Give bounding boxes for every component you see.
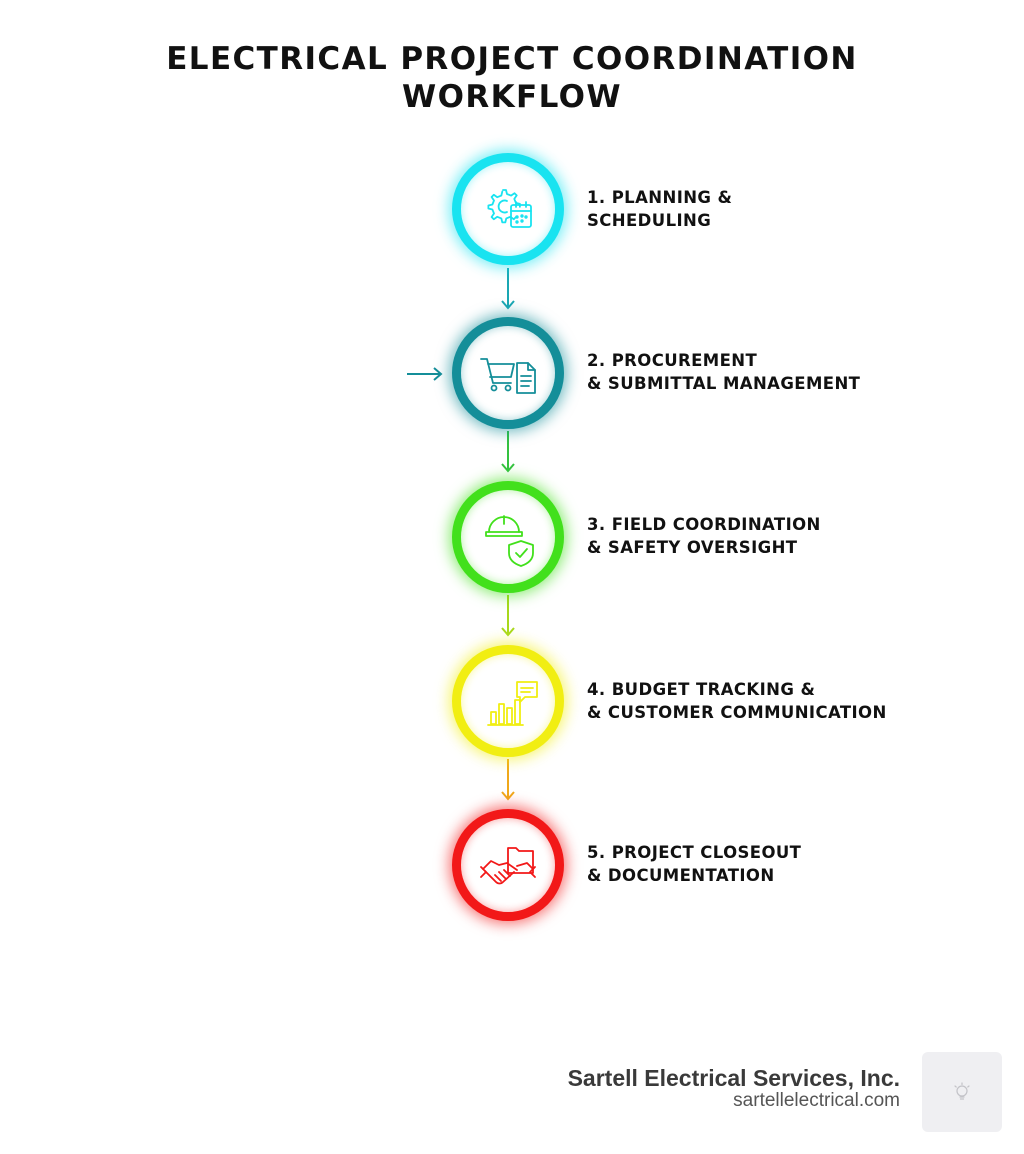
connector-3-4 [502,595,514,635]
hardhat-shield-icon [461,490,555,584]
step-4-label-line-2: & CUSTOMER COMMUNICATION [587,703,887,722]
title-line-2: WORKFLOW [401,79,622,115]
step-3-label [587,513,821,559]
step-4-circle [452,645,564,757]
step-3-label-line-2: & SAFETY OVERSIGHT [587,538,798,557]
step-5-label-line-1: 5. PROJECT CLOSEOUT [587,843,802,862]
step-4-label-line-1: 4. BUDGET TRACKING & [587,680,816,699]
step-1-label-line-2: SCHEDULING [587,211,712,230]
step-2-circle [452,317,564,429]
gear-calendar-icon [461,162,555,256]
company-url: sartellelectrical.com [733,1090,900,1111]
step-1-label [587,186,732,232]
bar-chart-chat-icon [461,654,555,748]
step-5-label-line-2: & DOCUMENTATION [587,866,775,885]
title-line-1: ELECTRICAL PROJECT COORDINATION [166,41,858,77]
step-1-circle [452,153,564,265]
step-5-label [587,841,801,887]
company-logo [922,1052,1002,1132]
step-1-label-line-1: 1. PLANNING & [587,188,733,207]
cart-document-icon [461,326,555,420]
connector-1-2 [502,268,514,308]
handshake-folder-icon [461,818,555,912]
connector-2-3 [502,431,514,471]
company-name: Sartell Electrical Services, Inc. [567,1065,900,1091]
bulb-icon [950,1080,974,1104]
step-2-label-line-2: & SUBMITTAL MANAGEMENT [587,374,861,393]
step-2-label-line-1: 2. PROCUREMENT [587,351,758,370]
step-5-circle [452,809,564,921]
step-4-label [587,678,887,724]
step-3-label-line-1: 3. FIELD COORDINATION [587,515,821,534]
side-arrow [407,368,441,380]
step-3-circle [452,481,564,593]
connector-4-5 [502,759,514,799]
step-2-label [587,349,860,395]
